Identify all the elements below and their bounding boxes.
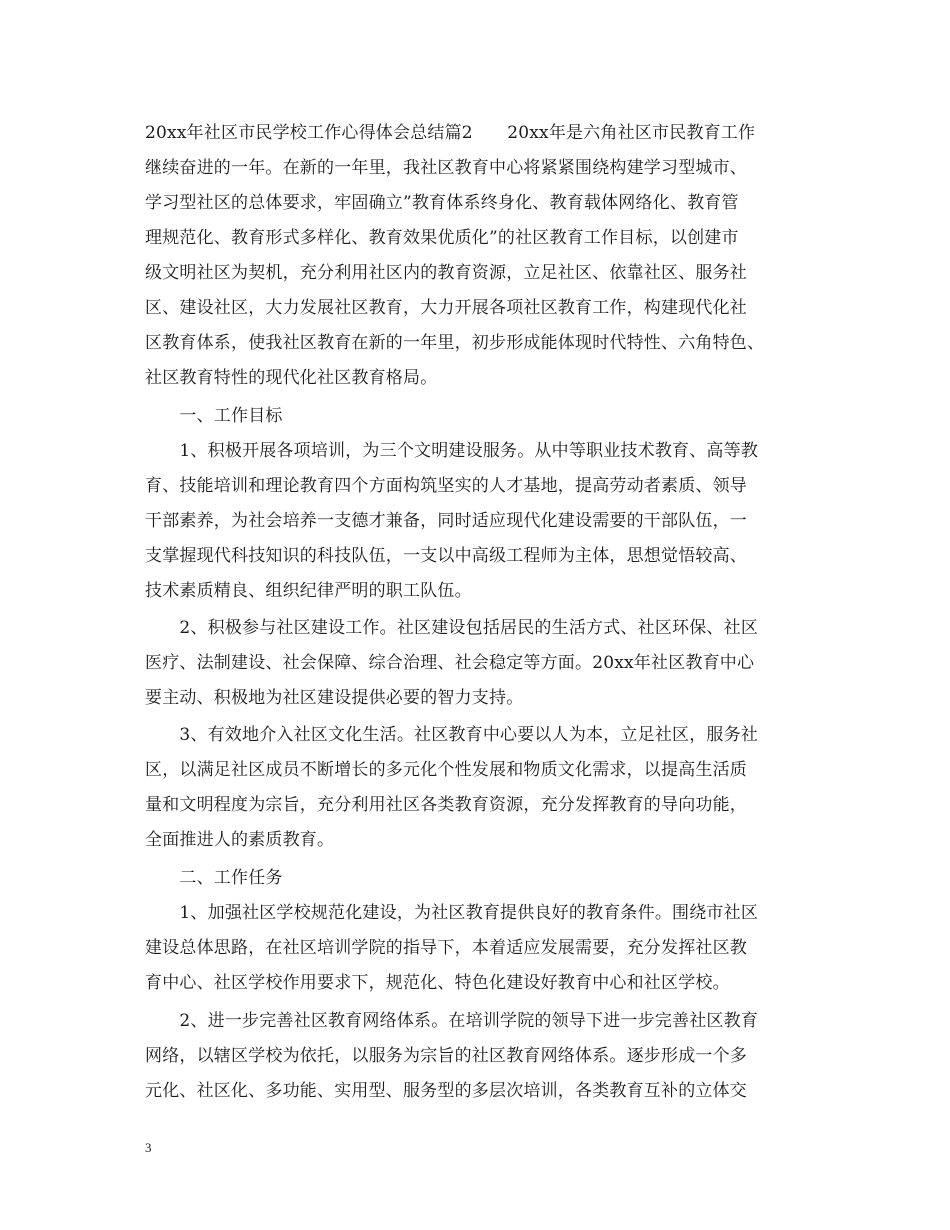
text-line: 继续奋进的一年。在新的一年里，我社区教育中心将紧紧围绕构建学习型城市、	[145, 158, 747, 178]
text-line: 学习型社区的总体要求，牢固确立”教育体系终身化、教育载体网络化、教育管	[145, 193, 739, 213]
page-number: 3	[145, 1140, 152, 1155]
text-line: 支掌握现代科技知识的科技队伍，一支以中高级工程师为主体，思想觉悟较高、	[145, 546, 747, 566]
text-line: 社区教育特性的现代化社区教育格局。	[145, 368, 438, 388]
text-line: 医疗、法制建设、社会保障、综合治理、社会稳定等方面。20xx年社区教育中心	[145, 653, 755, 673]
text-line: 育中心、社区学校作用要求下，规范化、特色化建设好教育中心和社区学校。	[145, 973, 730, 993]
section-heading: 一、工作目标	[145, 406, 283, 426]
text-line: 要主动、积极地为社区建设提供必要的智力支持。	[145, 688, 524, 708]
text-line: 理规范化、教育形式多样化、教育效果优质化”的社区教育工作目标，以创建市	[145, 228, 739, 248]
text-line: 区，以满足社区成员不断增长的多元化个性发展和物质文化需求，以提高生活质	[145, 760, 747, 780]
text-line: 技术素质精良、组织纪律严明的职工队伍。	[145, 581, 472, 601]
text-line: 元化、社区化、多功能、实用型、服务型的多层次培训，各类教育互补的立体交	[145, 1081, 747, 1101]
text-line: 3、有效地介入社区文化生活。社区教育中心要以人为本，立足社区，服务社	[145, 725, 759, 745]
text-line: 全面推进人的素质教育。	[145, 830, 335, 850]
text-line: 干部素养，为社会培养一支德才兼备，同时适应现代化建设需要的干部队伍，一	[145, 511, 747, 531]
text-line: 1、积极开展各项培训，为三个文明建设服务。从中等职业技术教育、高等教	[145, 441, 759, 461]
text-line: 育、技能培训和理论教育四个方面构筑坚实的人才基地，提高劳动者素质、领导	[145, 476, 747, 496]
text-line: 建设总体思路，在社区培训学院的指导下，本着适应发展需要，充分发挥社区教	[145, 938, 747, 958]
text-line: 2、积极参与社区建设工作。社区建设包括居民的生活方式、社区环保、社区	[145, 618, 759, 638]
text-line: 1、加强社区学校规范化建设，为社区教育提供良好的教育条件。围绕市社区	[145, 903, 759, 923]
text-line: 20xx年社区市民学校工作心得体会总结篇2 20xx年是六角社区市民教育工作	[145, 123, 756, 143]
text-line: 区教育体系，使我社区教育在新的一年里，初步形成能体现时代特性、六角特色、	[145, 333, 765, 353]
text-line: 级文明社区为契机，充分利用社区内的教育资源，立足社区、依靠社区、服务社	[145, 263, 747, 283]
text-line: 量和文明程度为宗旨，充分利用社区各类教育资源，充分发挥教育的导向功能，	[145, 795, 747, 815]
section-heading: 二、工作任务	[145, 868, 283, 888]
text-line: 网络，以辖区学校为依托，以服务为宗旨的社区教育网络体系。逐步形成一个多	[145, 1046, 747, 1066]
text-line: 2、进一步完善社区教育网络体系。在培训学院的领导下进一步完善社区教育	[145, 1011, 759, 1031]
text-line: 区、建设社区，大力发展社区教育，大力开展各项社区教育工作，构建现代化社	[145, 298, 747, 318]
